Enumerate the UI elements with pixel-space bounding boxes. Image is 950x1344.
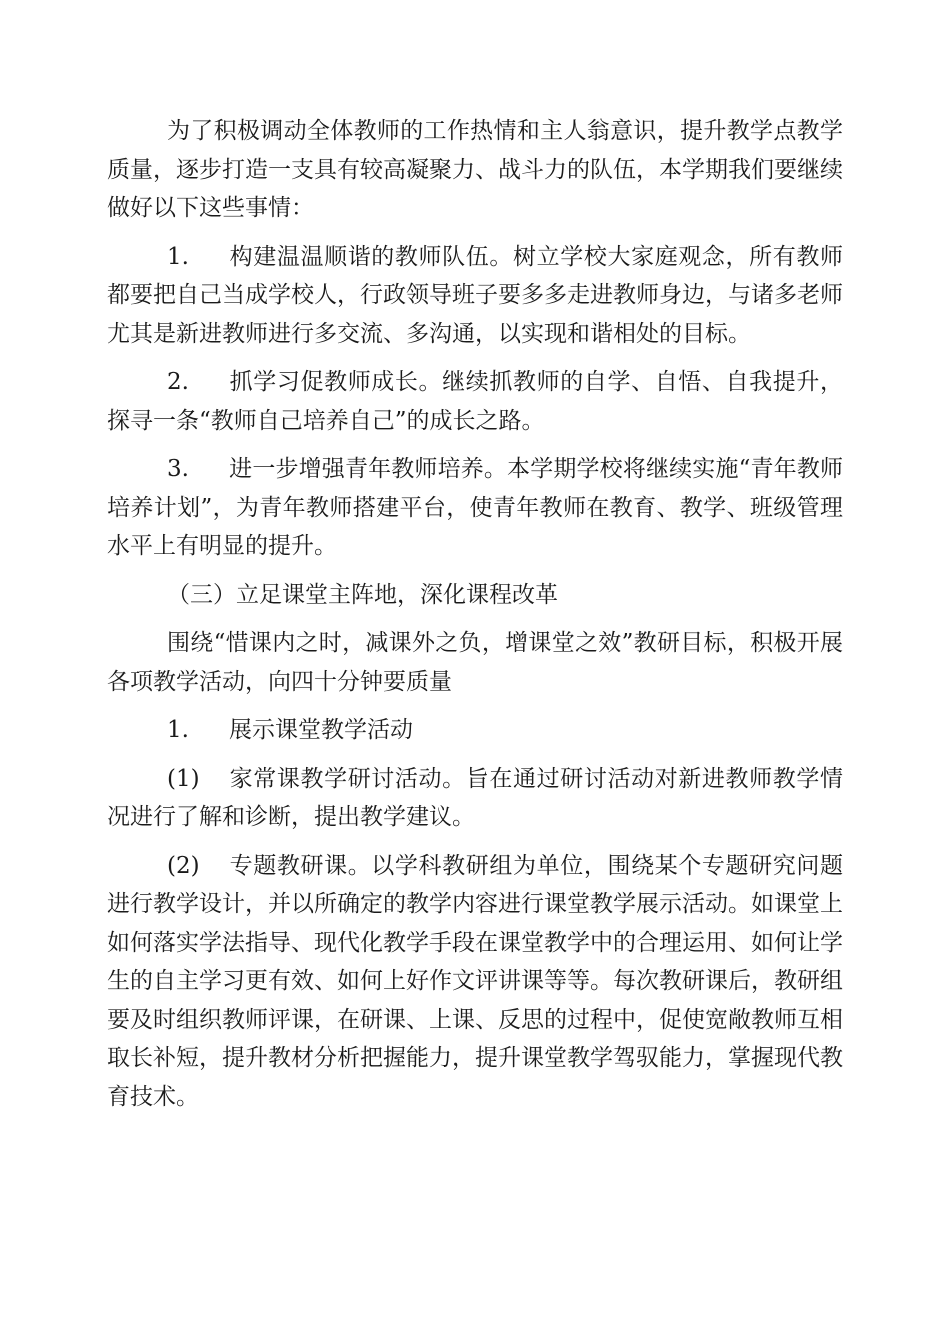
section-title: 立足课堂主阵地，深化课程改革 xyxy=(236,581,558,608)
sub-item-paragraph-2 xyxy=(107,847,843,1117)
subheading xyxy=(107,711,843,750)
paragraph-text: 为了积极调动全体教师的工作热情和主人翁意识，提升教学点教学质量，逐步打造一支具有较高凝聚力、战斗力的队伍，本学期我们要继续做好以下这些事情： xyxy=(107,118,843,221)
paragraph-text: 抓学习促教师成长。继续抓教师的自学、自悟、自我提升，探寻一条“教师自己培养自己”的成长之路。 xyxy=(107,369,843,434)
sub-item-paragraph-1 xyxy=(107,760,843,837)
section-intro-paragraph xyxy=(107,624,843,701)
item-paragraph-1 xyxy=(107,238,843,354)
paragraph-number: 1. xyxy=(167,243,189,270)
subheading-text: 展示课堂教学活动 xyxy=(229,717,413,743)
paragraph-text: 围绕“惜课内之时，减课外之负，增课堂之效”教研目标，积极开展各项教学活动，向四十分钟要质量 xyxy=(107,630,843,695)
paragraph-number: 3. xyxy=(167,456,189,482)
paragraph-number: (1) xyxy=(167,765,200,792)
paragraph-number: 1. xyxy=(167,717,189,743)
paragraph-text: 构建温温顺谐的教师队伍。树立学校大家庭观念，所有教师都要把自己当成学校人，行政领导班子要多多走进教师身边，与诸多老师尤其是新进教师进行多交流、多沟通，以实现和谐相处的目标。 xyxy=(107,243,843,347)
document-body xyxy=(107,112,843,1126)
paragraph-text: 专题教研课。以学科教研组为单位，围绕某个专题研究问题进行教学设计，并以所确定的教学内容进行课堂教学展示活动。如课堂上如何落实学法指导、现代化教学手段在课堂教学中的合理运用、如何让学生的自主学习更有效、如何上好作文评讲课等等。每次教研课后，教研组要及时组织教师评课，在研课、上课、反思的过程中，促使宽敞教师互相取长补短，提升教材分析把握能力，提升课堂教学驾驭能力，掌握现代教育技术。 xyxy=(107,852,843,1110)
paragraph-number: (2) xyxy=(167,852,200,879)
paragraph-number: 2. xyxy=(167,369,189,395)
intro-paragraph xyxy=(107,112,843,228)
section-heading xyxy=(107,576,843,615)
item-paragraph-3 xyxy=(107,450,843,566)
paragraph-text: 家常课教学研讨活动。旨在通过研讨活动对新进教师教学情况进行了解和诊断，提出教学建议。 xyxy=(107,765,843,830)
paragraph-text: 进一步增强青年教师培养。本学期学校将继续实施“青年教师培养计划”，为青年教师搭建平台，使青年教师在教育、教学、班级管理水平上有明显的提升。 xyxy=(107,456,843,559)
item-paragraph-2 xyxy=(107,363,843,440)
section-number: （三） xyxy=(167,581,236,608)
